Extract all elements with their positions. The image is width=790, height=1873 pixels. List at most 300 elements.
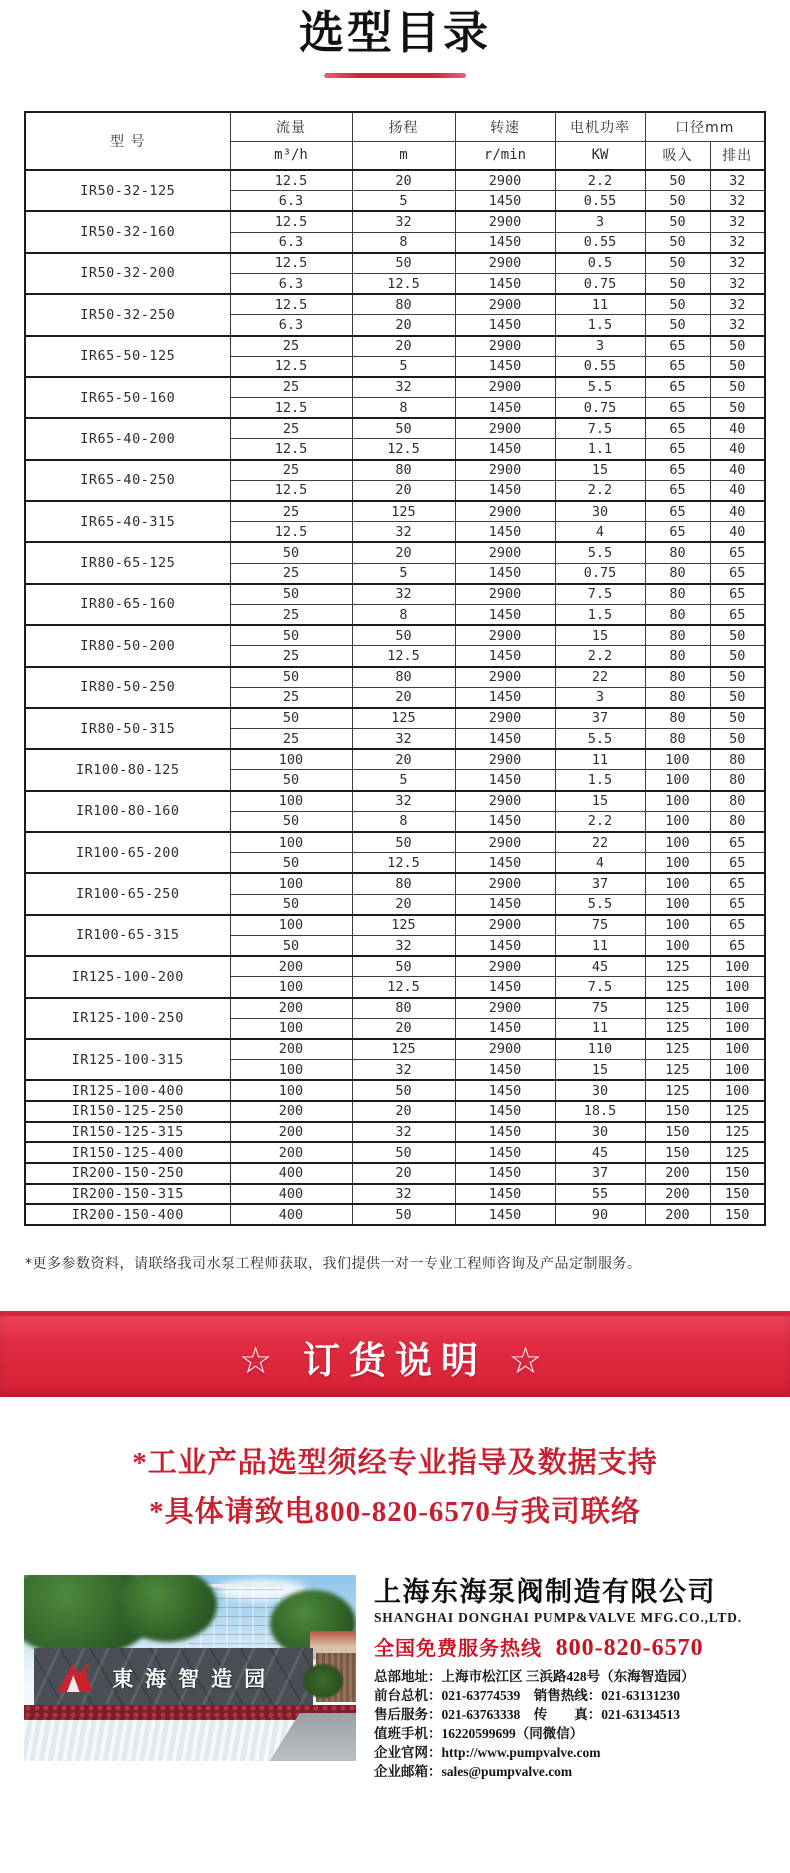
table-cell: 45 (555, 956, 645, 977)
table-cell: 11 (555, 749, 645, 770)
table-cell: 50 (352, 1080, 455, 1101)
model-cell: IR125-100-400 (25, 1080, 230, 1101)
table-cell: 32 (710, 253, 765, 274)
table-cell: 2900 (455, 253, 555, 274)
model-cell: IR100-65-200 (25, 832, 230, 873)
table-cell: 50 (230, 853, 352, 874)
hotline-number: 800-820-6570 (555, 1635, 704, 1662)
table-cell: 50 (230, 584, 352, 605)
table-cell: 1450 (455, 977, 555, 998)
table-cell: 100 (230, 1080, 352, 1101)
table-cell: 50 (352, 625, 455, 646)
table-cell: 80 (710, 770, 765, 791)
table-row (25, 377, 765, 398)
table-cell: 100 (230, 791, 352, 812)
table-cell: 32 (710, 273, 765, 294)
table-cell: 2900 (455, 667, 555, 688)
table-cell: 15 (555, 791, 645, 812)
table-cell: 20 (352, 894, 455, 915)
table-cell: 50 (645, 232, 710, 253)
table-row (25, 418, 765, 439)
table-cell: 100 (645, 770, 710, 791)
notice-block (0, 1439, 790, 1537)
contact-line-email[interactable]: 企业邮箱：sales@pumpvalve.com (374, 1764, 573, 1780)
table-cell: 200 (645, 1163, 710, 1184)
table-cell: 12.5 (230, 294, 352, 315)
table-cell: 25 (230, 336, 352, 357)
table-cell: 6.3 (230, 232, 352, 253)
table-cell: 12.5 (352, 646, 455, 667)
table-cell: 6.3 (230, 273, 352, 294)
table-cell: 65 (645, 398, 710, 419)
table-row (25, 1122, 765, 1143)
table-cell: 30 (555, 1080, 645, 1101)
table-cell: 50 (230, 542, 352, 563)
table-cell: 15 (555, 625, 645, 646)
table-cell: 0.55 (555, 232, 645, 253)
model-cell: IR80-65-160 (25, 584, 230, 625)
table-cell: 1450 (455, 1142, 555, 1163)
table-cell: 20 (352, 170, 455, 191)
table-cell: 65 (645, 377, 710, 398)
model-cell: IR150-125-250 (25, 1101, 230, 1122)
table-cell: 30 (555, 501, 645, 522)
table-cell: 0.55 (555, 191, 645, 212)
table-cell: 50 (645, 170, 710, 191)
table-cell: 2900 (455, 749, 555, 770)
model-cell: IR100-65-250 (25, 873, 230, 914)
table-cell: 25 (230, 377, 352, 398)
header-head: 扬程 (352, 112, 455, 141)
table-cell: 1450 (455, 273, 555, 294)
contact-line-address: 总部地址：上海市松江区 三浜路428号（东海智造园） (374, 1669, 695, 1685)
model-cell: IR50-32-125 (25, 170, 230, 211)
table-cell: 400 (230, 1163, 352, 1184)
table-cell: 40 (710, 439, 765, 460)
table-cell: 65 (645, 460, 710, 481)
table-cell: 100 (645, 853, 710, 874)
table-cell: 100 (230, 1060, 352, 1081)
table-cell: 65 (645, 336, 710, 357)
table-cell: 0.5 (555, 253, 645, 274)
table-cell: 0.75 (555, 273, 645, 294)
table-cell: 32 (710, 211, 765, 232)
table-cell: 1450 (455, 811, 555, 832)
table-row (25, 501, 765, 522)
contact-line-after-sales: 售后服务：021-63763338 传 真：021-63134513 (374, 1707, 680, 1723)
table-cell: 25 (230, 563, 352, 584)
contact-line-mobile: 值班手机：16220599699（同微信） (374, 1726, 584, 1742)
table-cell: 80 (645, 667, 710, 688)
table-cell: 75 (555, 915, 645, 936)
table-cell: 12.5 (230, 398, 352, 419)
company-info (374, 1575, 766, 1781)
table-cell: 5 (352, 770, 455, 791)
table-cell: 2900 (455, 915, 555, 936)
table-cell: 80 (645, 708, 710, 729)
sign-text: 東海智造园 (112, 1667, 278, 1692)
table-row (25, 791, 765, 812)
table-cell: 25 (230, 501, 352, 522)
table-cell: 8 (352, 398, 455, 419)
model-cell: IR125-100-315 (25, 1039, 230, 1080)
contact-line-website[interactable]: 企业官网：http://www.pumpvalve.com (374, 1745, 601, 1761)
table-cell: 40 (710, 460, 765, 481)
table-cell: 1450 (455, 1184, 555, 1205)
table-cell: 80 (645, 604, 710, 625)
table-cell: 80 (645, 584, 710, 605)
table-cell: 32 (710, 191, 765, 212)
table-cell: 2900 (455, 294, 555, 315)
notice-line-phone: *具体请致电800-820-6570与我司联络 (149, 1496, 641, 1529)
table-cell: 65 (645, 356, 710, 377)
header-flow: 流量 (230, 112, 352, 141)
header-suction: 吸入 (645, 141, 710, 170)
table-cell: 3 (555, 211, 645, 232)
table-cell: 2900 (455, 873, 555, 894)
table-cell: 80 (352, 873, 455, 894)
page-title: 选型目录 (298, 6, 491, 59)
table-cell: 65 (710, 584, 765, 605)
table-cell: 150 (710, 1204, 765, 1225)
table-cell: 32 (352, 729, 455, 750)
table-cell: 15 (555, 1060, 645, 1081)
model-cell: IR100-65-315 (25, 915, 230, 956)
table-cell: 1450 (455, 894, 555, 915)
model-cell: IR80-50-315 (25, 708, 230, 749)
table-cell: 1450 (455, 1122, 555, 1143)
table-row (25, 170, 765, 191)
model-cell: IR125-100-200 (25, 956, 230, 997)
header-head-unit: m (352, 141, 455, 170)
table-cell: 25 (230, 604, 352, 625)
table-cell: 3 (555, 336, 645, 357)
table-cell: 1450 (455, 439, 555, 460)
table-cell: 40 (710, 501, 765, 522)
pump-spec-table (24, 111, 766, 1226)
table-cell: 2900 (455, 584, 555, 605)
table-cell: 22 (555, 832, 645, 853)
table-cell: 100 (645, 832, 710, 853)
table-cell: 1450 (455, 191, 555, 212)
table-cell: 125 (645, 956, 710, 977)
table-cell: 100 (710, 1060, 765, 1081)
table-cell: 4 (555, 522, 645, 543)
table-cell: 50 (352, 956, 455, 977)
table-cell: 125 (645, 977, 710, 998)
table-cell: 12.5 (230, 356, 352, 377)
table-cell: 1450 (455, 853, 555, 874)
table-cell: 1450 (455, 1101, 555, 1122)
table-cell: 22 (555, 667, 645, 688)
table-cell: 80 (645, 687, 710, 708)
model-cell: IR65-50-125 (25, 336, 230, 377)
table-cell: 2900 (455, 625, 555, 646)
table-cell: 5 (352, 356, 455, 377)
table-cell: 50 (710, 729, 765, 750)
table-cell: 2900 (455, 501, 555, 522)
table-cell: 5.5 (555, 894, 645, 915)
table-cell: 50 (352, 253, 455, 274)
table-cell: 100 (645, 873, 710, 894)
hotline-label: 全国免费服务热线 (374, 1636, 542, 1661)
table-row (25, 832, 765, 853)
table-cell: 1450 (455, 1204, 555, 1225)
table-cell: 80 (352, 667, 455, 688)
table-cell: 12.5 (230, 480, 352, 501)
table-cell: 2900 (455, 418, 555, 439)
table-cell: 2.2 (555, 170, 645, 191)
company-name-cn: 上海东海泵阀制造有限公司 (374, 1577, 716, 1609)
table-cell: 125 (352, 501, 455, 522)
table-cell: 50 (230, 625, 352, 646)
table-cell: 200 (230, 1101, 352, 1122)
table-cell: 80 (710, 811, 765, 832)
table-cell: 1450 (455, 315, 555, 336)
table-cell: 100 (230, 749, 352, 770)
footer (0, 1575, 790, 1781)
table-cell: 90 (555, 1204, 645, 1225)
table-cell: 1450 (455, 356, 555, 377)
table-cell: 25 (230, 687, 352, 708)
table-row (25, 956, 765, 977)
title-underline (324, 73, 466, 78)
table-cell: 65 (645, 439, 710, 460)
table-cell: 40 (710, 418, 765, 439)
table-cell: 80 (645, 542, 710, 563)
table-cell: 2.2 (555, 646, 645, 667)
table-cell: 20 (352, 687, 455, 708)
table-cell: 100 (230, 873, 352, 894)
table-cell: 12.5 (230, 439, 352, 460)
header-discharge: 排出 (710, 141, 765, 170)
table-cell: 1450 (455, 1018, 555, 1039)
table-cell: 65 (710, 915, 765, 936)
table-cell: 1.1 (555, 439, 645, 460)
table-cell: 80 (645, 646, 710, 667)
service-hotline (374, 1632, 766, 1662)
model-cell: IR80-65-125 (25, 542, 230, 583)
table-cell: 7.5 (555, 977, 645, 998)
table-cell: 50 (230, 935, 352, 956)
company-name-en: SHANGHAI DONGHAI PUMP&VALVE MFG.CO.,LTD. (374, 1610, 742, 1626)
table-cell: 50 (230, 708, 352, 729)
table-row (25, 1101, 765, 1122)
table-cell: 6.3 (230, 191, 352, 212)
table-cell: 2900 (455, 211, 555, 232)
table-cell: 2900 (455, 832, 555, 853)
table-row (25, 1163, 765, 1184)
table-row (25, 749, 765, 770)
table-cell: 125 (352, 708, 455, 729)
table-cell: 11 (555, 294, 645, 315)
table-cell: 65 (710, 894, 765, 915)
table-row (25, 1142, 765, 1163)
table-cell: 25 (230, 418, 352, 439)
model-cell: IR100-80-125 (25, 749, 230, 790)
table-cell: 25 (230, 729, 352, 750)
table-row (25, 873, 765, 894)
table-cell: 100 (230, 977, 352, 998)
table-cell: 2900 (455, 542, 555, 563)
table-cell: 100 (645, 749, 710, 770)
table-cell: 1450 (455, 1163, 555, 1184)
table-cell: 150 (645, 1101, 710, 1122)
table-cell: 1450 (455, 729, 555, 750)
table-cell: 32 (352, 211, 455, 232)
table-row (25, 542, 765, 563)
table-row (25, 1204, 765, 1225)
table-cell: 100 (230, 832, 352, 853)
table-row (25, 253, 765, 274)
table-cell: 125 (352, 915, 455, 936)
table-cell: 400 (230, 1204, 352, 1225)
table-cell: 3 (555, 687, 645, 708)
table-cell: 80 (645, 729, 710, 750)
model-cell: IR50-32-250 (25, 294, 230, 335)
table-cell: 75 (555, 998, 645, 1019)
table-cell: 32 (710, 315, 765, 336)
table-cell: 1450 (455, 1060, 555, 1081)
model-cell: IR100-80-160 (25, 791, 230, 832)
table-cell: 32 (352, 1122, 455, 1143)
table-cell: 5.5 (555, 377, 645, 398)
table-cell: 65 (645, 522, 710, 543)
table-cell: 1450 (455, 563, 555, 584)
table-cell: 18.5 (555, 1101, 645, 1122)
table-cell: 80 (352, 460, 455, 481)
table-cell: 11 (555, 1018, 645, 1039)
campus-photo (24, 1575, 356, 1761)
header-caliber: 口径mm (645, 112, 765, 141)
table-row (25, 460, 765, 481)
table-cell: 50 (645, 253, 710, 274)
header-speed-unit: r/min (455, 141, 555, 170)
model-cell: IR80-50-250 (25, 667, 230, 708)
table-row (25, 584, 765, 605)
table-cell: 0.75 (555, 563, 645, 584)
table-cell: 100 (710, 956, 765, 977)
table-cell: 20 (352, 315, 455, 336)
table-body (25, 170, 765, 1225)
table-cell: 100 (645, 915, 710, 936)
table-cell: 45 (555, 1142, 645, 1163)
table-cell: 5.5 (555, 729, 645, 750)
table-cell: 2.2 (555, 811, 645, 832)
table-cell: 12.5 (230, 253, 352, 274)
header-speed: 转速 (455, 112, 555, 141)
table-cell: 4 (555, 853, 645, 874)
table-cell: 20 (352, 336, 455, 357)
table-cell: 100 (645, 791, 710, 812)
table-cell: 32 (710, 170, 765, 191)
table-cell: 25 (230, 460, 352, 481)
model-cell: IR200-150-400 (25, 1204, 230, 1225)
table-cell: 1450 (455, 646, 555, 667)
table-cell: 50 (352, 418, 455, 439)
table-cell: 100 (710, 1080, 765, 1101)
table-cell: 50 (352, 1142, 455, 1163)
table-cell: 11 (555, 935, 645, 956)
table-cell: 2900 (455, 336, 555, 357)
table-cell: 55 (555, 1184, 645, 1205)
table-cell: 20 (352, 480, 455, 501)
table-cell: 100 (230, 1018, 352, 1039)
table-cell: 8 (352, 604, 455, 625)
table-cell: 12.5 (230, 170, 352, 191)
table-cell: 80 (710, 749, 765, 770)
table-cell: 2900 (455, 170, 555, 191)
table-cell: 65 (710, 604, 765, 625)
table-cell: 20 (352, 749, 455, 770)
table-cell: 80 (645, 625, 710, 646)
table-cell: 125 (645, 998, 710, 1019)
table-cell: 125 (645, 1018, 710, 1039)
table-cell: 2900 (455, 956, 555, 977)
table-cell: 50 (230, 811, 352, 832)
table-cell: 37 (555, 708, 645, 729)
notice-line-guidance: *工业产品选型须经专业指导及数据支持 (132, 1447, 658, 1480)
model-cell: IR65-40-250 (25, 460, 230, 501)
table-cell: 65 (710, 873, 765, 894)
model-cell: IR200-150-315 (25, 1184, 230, 1205)
table-cell: 50 (710, 398, 765, 419)
table-cell: 1450 (455, 232, 555, 253)
table-row (25, 211, 765, 232)
table-cell: 50 (645, 315, 710, 336)
table-cell: 2900 (455, 1039, 555, 1060)
table-cell: 125 (710, 1122, 765, 1143)
table-cell: 200 (230, 956, 352, 977)
table-cell: 20 (352, 542, 455, 563)
table-row (25, 625, 765, 646)
model-cell: IR150-125-400 (25, 1142, 230, 1163)
table-row (25, 915, 765, 936)
table-cell: 125 (710, 1101, 765, 1122)
model-cell: IR125-100-250 (25, 998, 230, 1039)
table-cell: 2900 (455, 791, 555, 812)
table-cell: 50 (230, 894, 352, 915)
table-cell: 8 (352, 811, 455, 832)
table-cell: 50 (710, 377, 765, 398)
table-cell: 40 (710, 480, 765, 501)
table-cell: 6.3 (230, 315, 352, 336)
table-cell: 65 (645, 501, 710, 522)
table-cell: 65 (710, 832, 765, 853)
table-row (25, 998, 765, 1019)
table-cell: 37 (555, 873, 645, 894)
model-cell: IR65-40-315 (25, 501, 230, 542)
table-cell: 20 (352, 1018, 455, 1039)
table-cell: 150 (710, 1163, 765, 1184)
table-cell: 200 (230, 1142, 352, 1163)
model-cell: IR50-32-160 (25, 211, 230, 252)
table-row (25, 336, 765, 357)
table-cell: 125 (645, 1039, 710, 1060)
table-cell: 1450 (455, 480, 555, 501)
table-cell: 0.55 (555, 356, 645, 377)
table-cell: 5 (352, 191, 455, 212)
table-cell: 1.5 (555, 315, 645, 336)
table-cell: 200 (645, 1184, 710, 1205)
table-cell: 50 (645, 273, 710, 294)
photo-plant (303, 1664, 343, 1697)
table-cell: 50 (230, 770, 352, 791)
table-cell: 32 (710, 232, 765, 253)
table-cell: 1450 (455, 770, 555, 791)
table-cell: 125 (710, 1142, 765, 1163)
table-cell: 25 (230, 646, 352, 667)
